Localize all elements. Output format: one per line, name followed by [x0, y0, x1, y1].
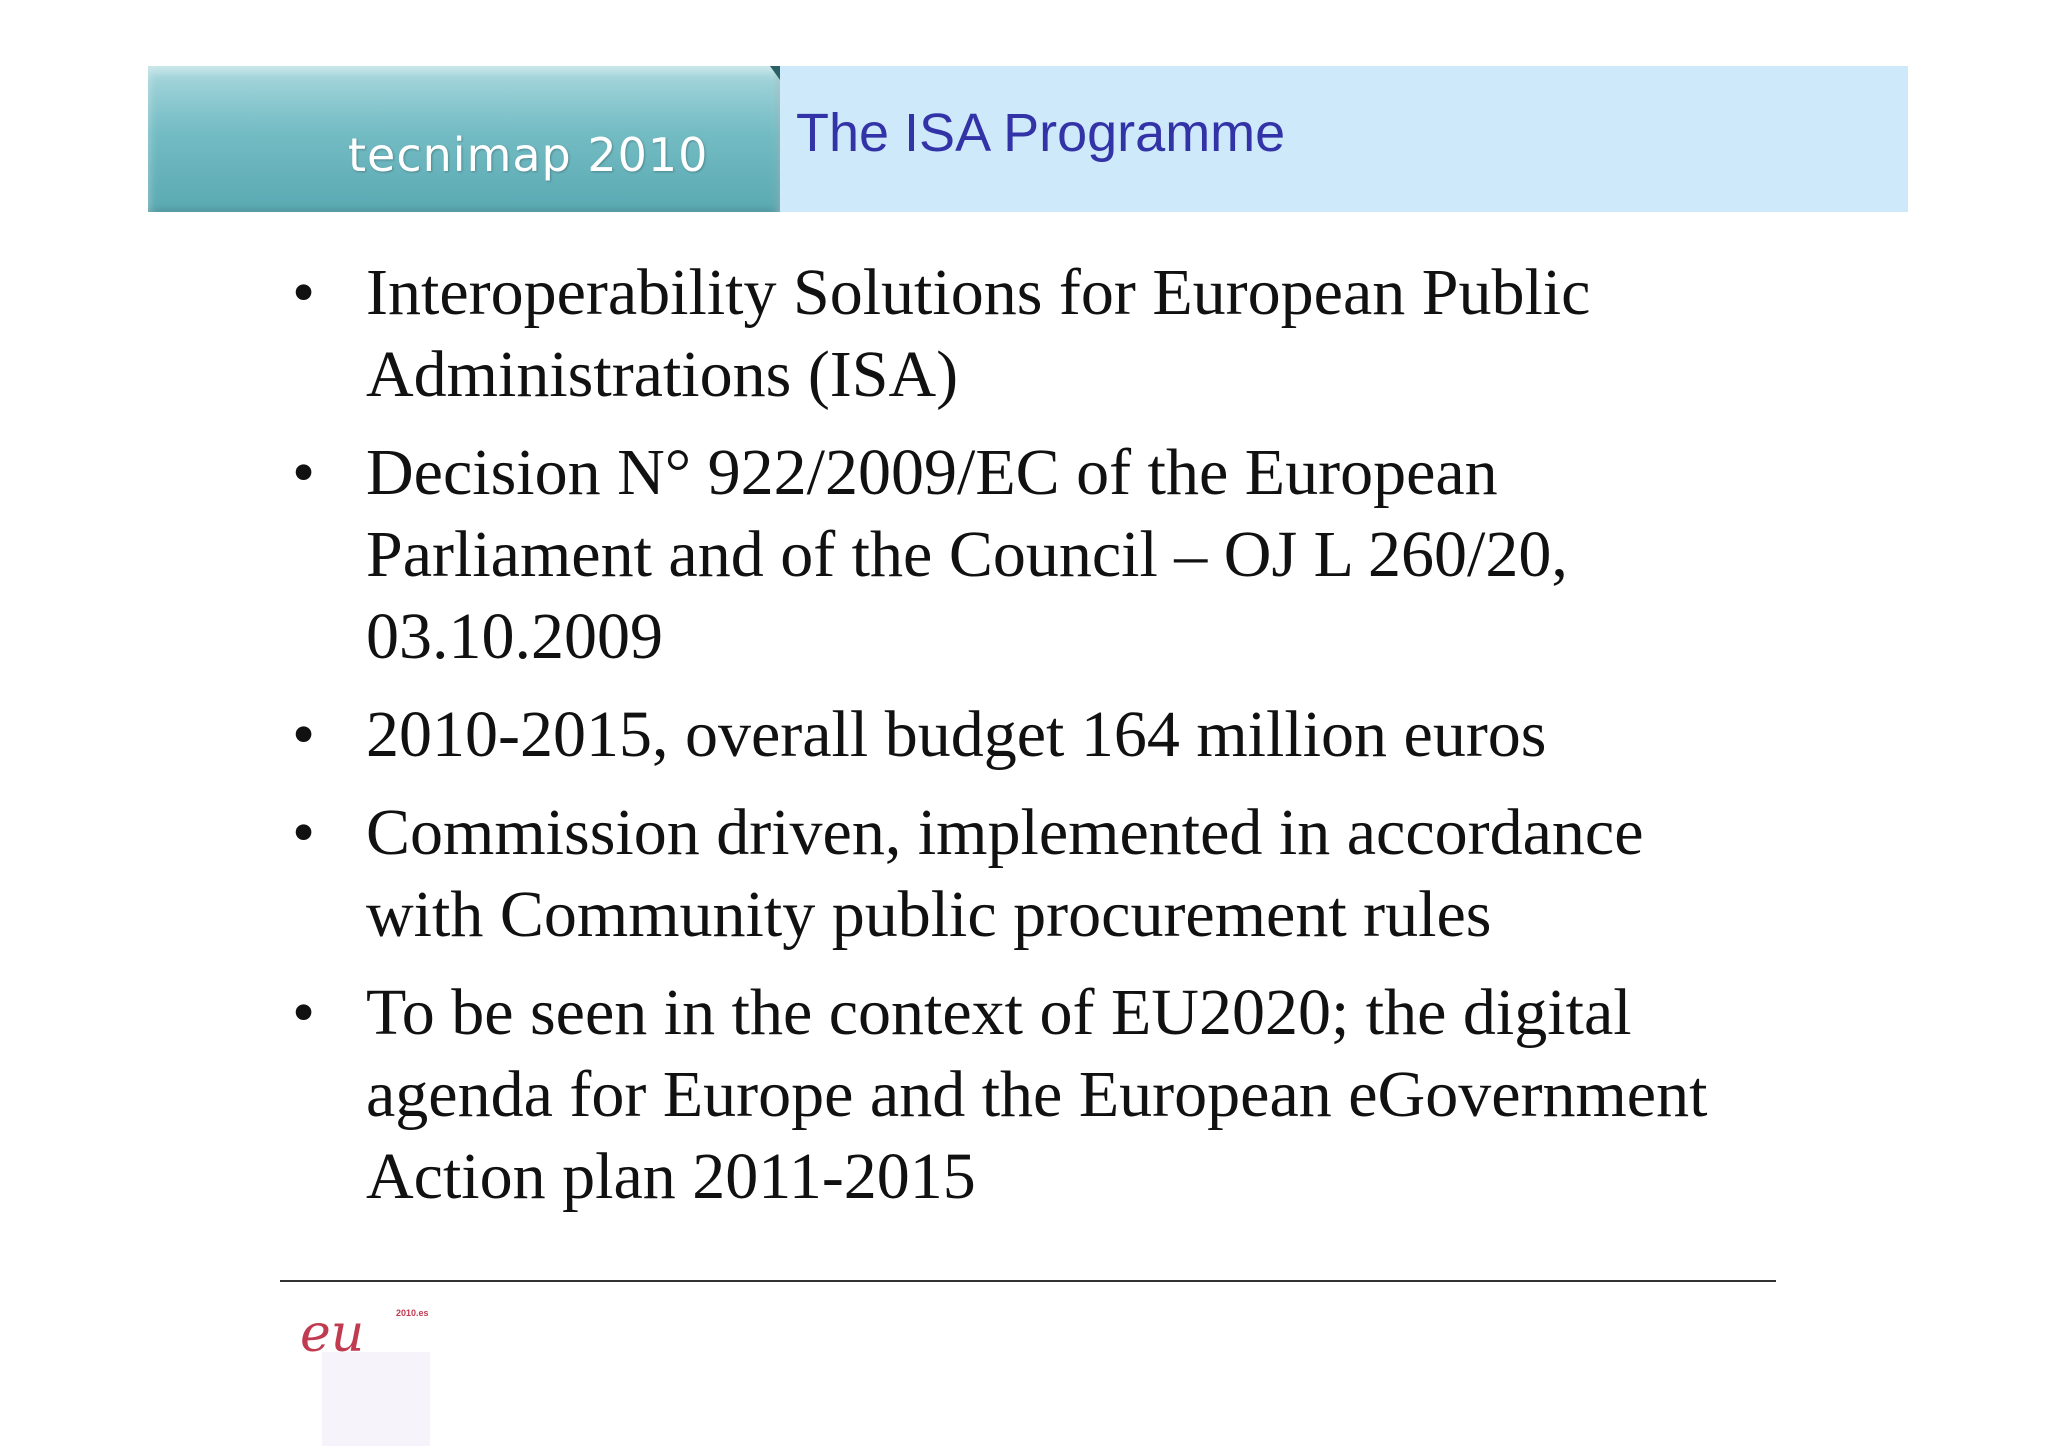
- bullet-item: [292, 792, 1792, 956]
- bullet-line: Action plan 2011-2015: [366, 1140, 976, 1213]
- bullet-item: [292, 432, 1792, 678]
- bullet-list: [292, 252, 1792, 1234]
- bullet-line: To be seen in the context of EU2020; the digital: [366, 976, 1632, 1049]
- bullet-line: Administrations (ISA): [366, 338, 959, 411]
- bullet-line: 03.10.2009: [366, 600, 663, 673]
- bullet-item: [292, 252, 1792, 416]
- logo-shade: [322, 1352, 430, 1446]
- bullet-item: [292, 972, 1792, 1218]
- bullet-line: Decision N° 922/2009/EC of the European: [366, 436, 1498, 509]
- slide-header: [148, 66, 1908, 212]
- bullet-item: [292, 694, 1792, 776]
- slide-title: The ISA Programme: [796, 103, 1286, 163]
- eu-logo-mark: eu: [300, 1304, 365, 1364]
- bullet-icon: •: [292, 436, 316, 509]
- footer-divider: [280, 1280, 1776, 1282]
- bullet-icon: •: [292, 796, 316, 869]
- bullet-icon: •: [292, 256, 316, 329]
- bullet-line: Parliament and of the Council – OJ L 260/20,: [366, 518, 1568, 591]
- eu2010-logo: [300, 1306, 440, 1446]
- logo-text: tecnimap 2010: [348, 128, 709, 182]
- tecnimap-logo: [148, 66, 780, 212]
- bullet-icon: •: [292, 698, 316, 771]
- bullet-icon: •: [292, 976, 316, 1049]
- bullet-line: agenda for Europe and the European eGovernment: [366, 1058, 1708, 1131]
- title-bar: [780, 66, 1908, 212]
- eu-logo-subtext: 2010.es: [396, 1308, 429, 1318]
- bullet-line: Commission driven, implemented in accordance: [366, 796, 1644, 869]
- bullet-line: Interoperability Solutions for European Public: [366, 256, 1591, 329]
- bullet-line: with Community public procurement rules: [366, 878, 1492, 951]
- bullet-line: 2010-2015, overall budget 164 million euros: [366, 698, 1547, 771]
